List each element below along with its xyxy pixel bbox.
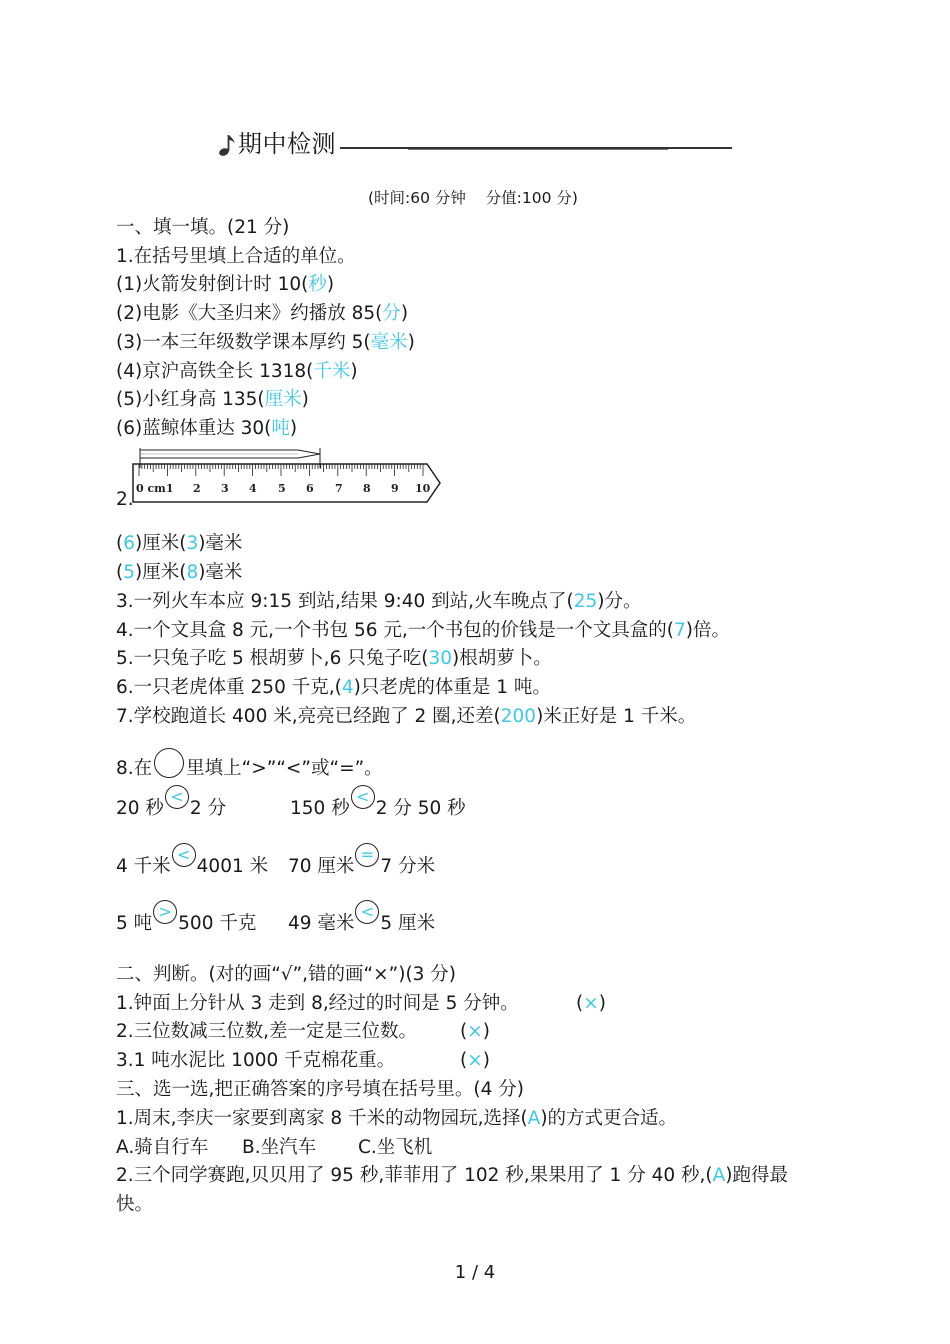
q8-text: 8.在 里填上“>”“<”或“=”。 <box>116 754 383 784</box>
compare-symbol: < <box>172 843 196 867</box>
section2-heading: 二、判断。(对的画“√”,错的画“×”)(3 分) <box>116 964 457 985</box>
ruler-label: 3 <box>221 482 229 495</box>
judge-item: 3.1 吨水泥比 1000 千克棉花重。 <box>116 1050 396 1071</box>
choice-option: B.坐汽车 <box>242 1137 317 1158</box>
page-number: 1 / 4 <box>454 1262 496 1283</box>
section1-heading: 一、填一填。(21 分) <box>116 217 290 238</box>
choice-option: C.坐飞机 <box>358 1137 433 1158</box>
q2-answer-line: (6)厘米(3)毫米 <box>116 533 243 554</box>
ruler-label: 7 <box>335 482 343 495</box>
choice-q1: 1.周末,李庆一家要到离家 8 千米的动物园玩,选择(A)的方式更合适。 <box>116 1108 678 1129</box>
section3-heading: 三、选一选,把正确答案的序号填在括号里。(4 分) <box>116 1079 524 1100</box>
q7: 7.学校跑道长 400 米,亮亮已经跑了 2 圈,还差(200)米正好是 1 千米。 <box>116 706 697 727</box>
judge-item: 2.三位数减三位数,差一定是三位数。 <box>116 1021 418 1042</box>
compare-symbol: = <box>355 843 379 867</box>
judge-answer: (×) <box>460 1050 490 1071</box>
compare-row: 5 吨>500 千克 <box>116 902 257 934</box>
ruler-with-pencil-figure <box>130 446 450 506</box>
q1-item: (1)火箭发射倒计时 10(秒) <box>116 274 335 295</box>
answer: 秒 <box>308 274 327 295</box>
judge-answer: (×) <box>576 993 606 1014</box>
answer: 毫米 <box>370 332 408 353</box>
compare-row: 150 秒<2 分 50 秒 <box>290 787 466 819</box>
compare-symbol: < <box>351 785 375 809</box>
q1-item: (4)京沪高铁全长 1318(千米) <box>116 361 358 382</box>
ruler-label: 10 <box>415 482 431 495</box>
time-and-score: (时间:60 分钟 分值:100 分) <box>368 189 578 207</box>
compare-symbol: < <box>165 785 189 809</box>
ruler-label: 8 <box>363 482 371 495</box>
ruler-label: 4 <box>249 482 257 495</box>
q1-item: (5)小红身高 135(厘米) <box>116 389 309 410</box>
choice-q2-continuation: 快。 <box>116 1194 154 1215</box>
ruler-label: 0 cm1 <box>136 482 174 495</box>
q6: 6.一只老虎体重 250 千克,(4)只老虎的体重是 1 吨。 <box>116 677 551 698</box>
compare-row: 4 千米<4001 米 <box>116 845 269 877</box>
answer: 吨 <box>271 418 290 439</box>
q1-text: 1.在括号里填上合适的单位。 <box>116 246 356 267</box>
compare-row: 49 毫米<5 厘米 <box>288 902 436 934</box>
page-title: 期中检测 <box>238 130 336 158</box>
music-note-icon <box>218 132 238 158</box>
judge-item: 1.钟面上分针从 3 走到 8,经过的时间是 5 分钟。 <box>116 993 519 1014</box>
choice-q2: 2.三个同学赛跑,贝贝用了 95 秒,菲菲用了 102 秒,果果用了 1 分 40 秒,(A)跑得最 <box>116 1165 788 1186</box>
circle-icon <box>154 748 184 778</box>
q1-item: (3)一本三年级数学课本厚约 5(毫米) <box>116 332 415 353</box>
judge-answer: (×) <box>460 1021 490 1042</box>
compare-symbol: < <box>355 900 379 924</box>
compare-row: 20 秒<2 分 <box>116 787 227 819</box>
answer: 分 <box>382 303 401 324</box>
answer: 千米 <box>313 361 351 382</box>
q2-label: 2. <box>116 489 134 510</box>
ruler-label: 2 <box>193 482 201 495</box>
ruler-label: 5 <box>278 482 286 495</box>
answer: 厘米 <box>264 389 302 410</box>
title-underline-shadow <box>408 149 668 150</box>
compare-row: 70 厘米=7 分米 <box>288 845 436 877</box>
q5: 5.一只兔子吃 5 根胡萝卜,6 只兔子吃(30)根胡萝卜。 <box>116 648 552 669</box>
compare-symbol: > <box>153 900 177 924</box>
ruler-label: 6 <box>306 482 314 495</box>
ruler-label: 9 <box>391 482 399 495</box>
choice-option: A.骑自行车 <box>116 1137 209 1158</box>
q2-answer-line: (5)厘米(8)毫米 <box>116 562 243 583</box>
title-block <box>218 128 738 160</box>
q1-item: (6)蓝鲸体重达 30(吨) <box>116 418 298 439</box>
q3: 3.一列火车本应 9:15 到站,结果 9:40 到站,火车晚点了(25)分。 <box>116 591 642 612</box>
q1-item: (2)电影《大圣归来》约播放 85(分) <box>116 303 409 324</box>
q4: 4.一个文具盒 8 元,一个书包 56 元,一个书包的价钱是一个文具盒的(7)倍。 <box>116 620 730 641</box>
